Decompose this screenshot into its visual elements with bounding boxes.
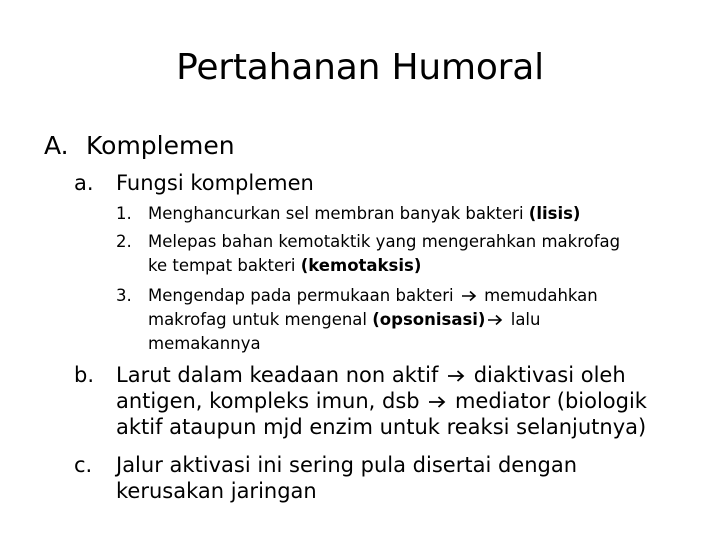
right-arrow-icon [447, 369, 465, 383]
item-b-marker: b. [74, 363, 95, 387]
sub-item-2-marker: 2. [116, 232, 132, 251]
item-a [74, 170, 314, 196]
sub-item-2 [116, 230, 716, 278]
sub-item-3-marker: 3. [116, 286, 132, 305]
item-c-line-2: kerusakan jaringan [116, 479, 317, 503]
section-a-text: Komplemen [86, 131, 235, 160]
sub-item-1-term: (lisis) [528, 204, 581, 223]
item-b [74, 362, 694, 440]
section-a [44, 130, 235, 162]
sub-item-1-marker: 1. [116, 204, 132, 223]
sub-item-3-line-3: memakannya [148, 334, 261, 353]
item-a-text: Fungsi komplemen [116, 171, 314, 195]
item-b-line-1a: Larut dalam keadaan non aktif [116, 363, 446, 387]
item-b-line-2a: antigen, kompleks imun, dsb [116, 389, 427, 413]
sub-item-1-text: Menghancurkan sel membran banyak bakteri [148, 204, 529, 223]
item-c-line-1: Jalur aktivasi ini sering pula disertai dengan [116, 453, 578, 477]
item-c-marker: c. [74, 453, 93, 477]
right-arrow-icon [461, 290, 477, 302]
sub-item-3-line-1b: memudahkan [478, 286, 598, 305]
section-a-marker: A. [44, 131, 69, 160]
sub-item-1 [116, 202, 716, 226]
sub-item-3-line-2a: makrofag untuk mengenal [148, 310, 373, 329]
sub-item-3-line-2b: lalu [505, 310, 541, 329]
right-arrow-icon [428, 395, 446, 409]
item-b-line-2b: mediator (biologik [448, 389, 647, 413]
slide-title: Pertahanan Humoral [176, 47, 544, 88]
sub-item-2-line-1: Melepas bahan kemotaktik yang mengerahkan makrofag [148, 232, 621, 251]
right-arrow-icon [487, 314, 503, 326]
item-b-line-1b: diaktivasi oleh [467, 363, 626, 387]
item-a-marker: a. [74, 171, 94, 195]
item-b-line-3: aktif ataupun mjd enzim untuk reaksi selanjutnya) [116, 415, 647, 439]
item-c [74, 452, 694, 504]
sub-item-2-term: (kemotaksis) [300, 256, 422, 275]
sub-item-3-line-1a: Mengendap pada permukaan bakteri [148, 286, 459, 305]
sub-item-3 [116, 284, 716, 356]
sub-item-2-line-2: ke tempat bakteri [148, 256, 301, 275]
sub-item-3-term: (opsonisasi) [372, 310, 486, 329]
